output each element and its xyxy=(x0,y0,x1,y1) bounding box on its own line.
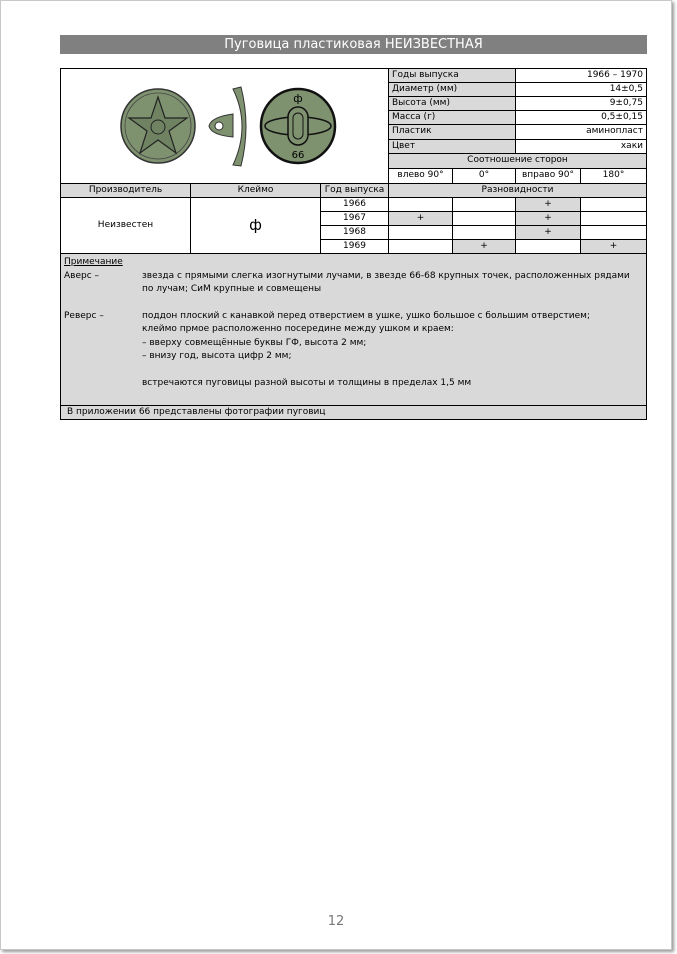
variant-cell: + xyxy=(515,225,581,240)
maker-cell: Неизвестен xyxy=(60,197,191,254)
avers-line: по лучам; СиМ крупные и совмещены xyxy=(142,284,322,294)
notes-heading: Примечание xyxy=(64,257,123,267)
spec-value: 9±0,75 xyxy=(515,96,647,111)
button-illustration xyxy=(60,68,389,184)
variant-cell xyxy=(580,211,647,226)
year-cell: 1967 xyxy=(320,211,389,226)
variant-cell xyxy=(452,225,516,240)
revers-mark-year: 66 xyxy=(291,150,305,161)
side-image xyxy=(209,87,246,166)
revers-line: клеймо прмое расположенно посередине между ушком и краем: xyxy=(142,324,454,334)
variant-cell: + xyxy=(515,197,581,212)
spec-label: Диаметр (мм) xyxy=(388,82,516,97)
avers-image xyxy=(121,89,195,163)
ratio-180: 180° xyxy=(580,168,647,184)
header-year: Год выпуска xyxy=(320,183,389,198)
avers-line: звезда с прямыми слегка изогнутыми лучами, в звезде 66-68 крупных точек, расположенных рядами xyxy=(142,270,630,281)
year-cell: 1966 xyxy=(320,197,389,212)
variant-cell: + xyxy=(515,211,581,226)
variant-cell: + xyxy=(580,239,647,254)
notes-section xyxy=(60,253,647,406)
variant-cell xyxy=(580,225,647,240)
page-number: 12 xyxy=(327,914,345,929)
spec-value: аминопласт xyxy=(515,124,647,140)
spec-label: Годы выпуска xyxy=(388,68,516,83)
spec-value: 14±0,5 xyxy=(515,82,647,97)
spec-label: Пластик xyxy=(388,124,516,140)
revers-line: встречаются пуговицы разной высоты и толщины в пределах 1,5 мм xyxy=(142,378,472,388)
spec-value: хаки xyxy=(515,139,647,154)
variant-cell xyxy=(452,197,516,212)
spec-label: Высота (мм) xyxy=(388,96,516,111)
revers-line: поддон плоский с канавкой перед отверстием в ушке, ушко большое с большим отверстием; xyxy=(142,310,590,321)
revers-mark-top: ф xyxy=(293,92,303,105)
ratio-header: Соотношение сторон xyxy=(388,153,647,169)
spec-value: 0,5±0,15 xyxy=(515,110,647,125)
ratio-0: 0° xyxy=(452,168,516,184)
page-title: Пуговица пластиковая НЕИЗВЕСТНАЯ xyxy=(60,35,647,54)
header-maker: Производитель xyxy=(60,183,191,198)
ratio-right: вправо 90° xyxy=(515,168,581,184)
variant-cell xyxy=(452,211,516,226)
revers-label: Реверс – xyxy=(64,310,104,321)
year-cell: 1968 xyxy=(320,225,389,240)
avers-label: Аверс – xyxy=(64,270,100,281)
revers-line: – вверху совмещённые буквы ГФ, высота 2 мм; xyxy=(142,337,367,348)
variant-cell xyxy=(515,239,581,254)
variant-cell xyxy=(580,197,647,212)
variant-cell: + xyxy=(452,239,516,254)
header-variants: Разновидности xyxy=(388,183,647,198)
variant-cell xyxy=(388,197,453,212)
year-cell: 1969 xyxy=(320,239,389,254)
spec-value: 1966 – 1970 xyxy=(515,68,647,83)
footer-note: В приложении 66 представлены фотографии пуговиц xyxy=(60,405,647,420)
ratio-left: влево 90° xyxy=(388,168,453,184)
spec-label: Масса (г) xyxy=(388,110,516,125)
revers-line: – внизу год, высота цифр 2 мм; xyxy=(142,351,292,361)
spec-label: Цвет xyxy=(388,139,516,154)
mark-cell: ф xyxy=(190,197,321,254)
header-mark: Клеймо xyxy=(190,183,321,198)
variant-cell xyxy=(388,239,453,254)
variant-cell xyxy=(388,225,453,240)
revers-image xyxy=(261,89,335,163)
variant-cell: + xyxy=(388,211,453,226)
